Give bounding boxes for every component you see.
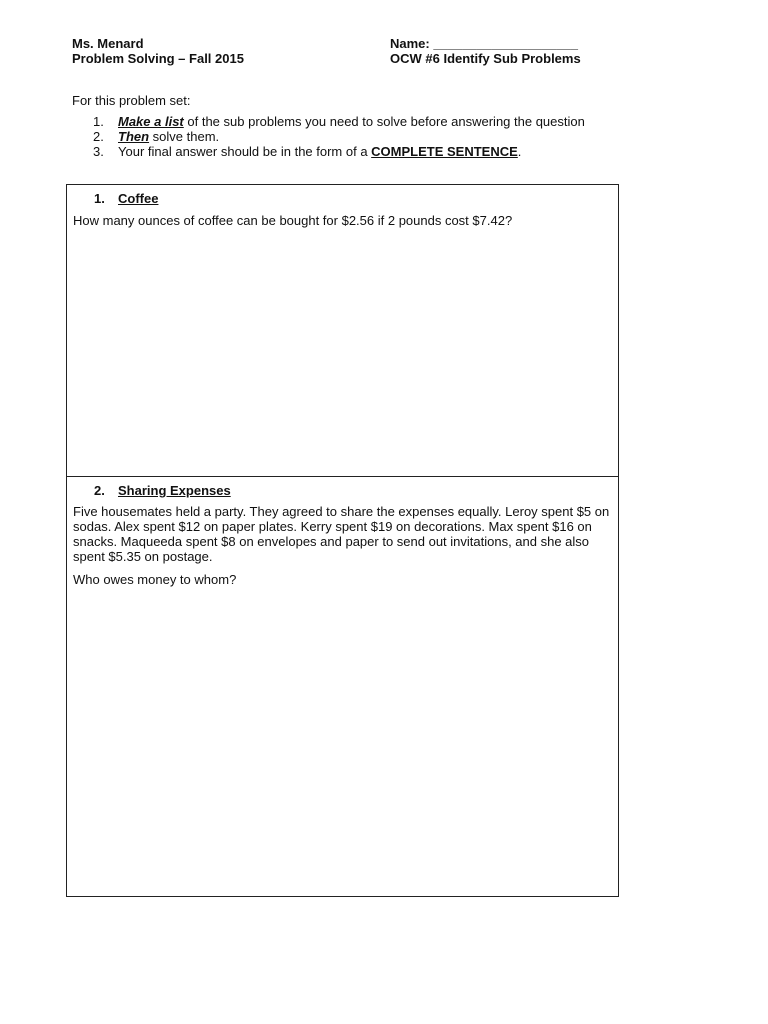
problem-box-coffee <box>66 184 619 477</box>
step-number: 3. <box>93 144 104 159</box>
step-number: 2. <box>93 129 104 144</box>
step-emphasis: COMPLETE SENTENCE <box>371 144 518 159</box>
instruction-step <box>72 144 585 159</box>
assignment-title: OCW #6 Identify Sub Problems <box>390 51 581 66</box>
header-right <box>390 36 581 66</box>
problem-paragraph: Five housemates held a party. They agreed to share the expenses equally. Leroy spent $5 on sodas. Alex spent $12 on paper plates. Kerry spent $19 on decorations. Max spent $16 on snacks. Maqueeda spent $8 on envelopes and paper to send out invitations, and she also spent $5.35 on postage. <box>73 504 610 564</box>
problem-text <box>73 213 612 236</box>
instructions <box>72 93 585 159</box>
instruction-steps <box>72 114 585 159</box>
instruction-step <box>72 114 585 129</box>
step-text: Your final answer should be in the form of a <box>118 144 372 159</box>
problem-title <box>94 191 158 206</box>
step-text-end: . <box>517 144 522 159</box>
problem-number: 1. <box>94 191 105 206</box>
step-emphasis: Make a list <box>118 114 184 129</box>
student-name-field: Name: ____________________ <box>390 36 578 51</box>
problem-number: 2. <box>94 483 105 498</box>
step-text: of the sub problems you need to solve before answering the question <box>183 114 585 129</box>
problem-heading: Coffee <box>118 191 159 206</box>
problem-box-sharing-expenses <box>66 476 619 897</box>
teacher-name: Ms. Menard <box>72 36 144 51</box>
problem-heading: Sharing Expenses <box>118 483 231 498</box>
step-number: 1. <box>93 114 104 129</box>
problem-paragraph: How many ounces of coffee can be bought for $2.56 if 2 pounds cost $7.42? <box>73 213 513 228</box>
course-title: Problem Solving – Fall 2015 <box>72 51 244 66</box>
instruction-step <box>72 129 585 144</box>
step-emphasis: Then <box>118 129 150 144</box>
problem-title <box>94 483 231 498</box>
problem-text <box>73 504 612 595</box>
problem-question: Who owes money to whom? <box>73 572 237 587</box>
step-text: solve them. <box>149 129 220 144</box>
instructions-lead: For this problem set: <box>72 93 191 108</box>
header-left <box>72 36 244 66</box>
